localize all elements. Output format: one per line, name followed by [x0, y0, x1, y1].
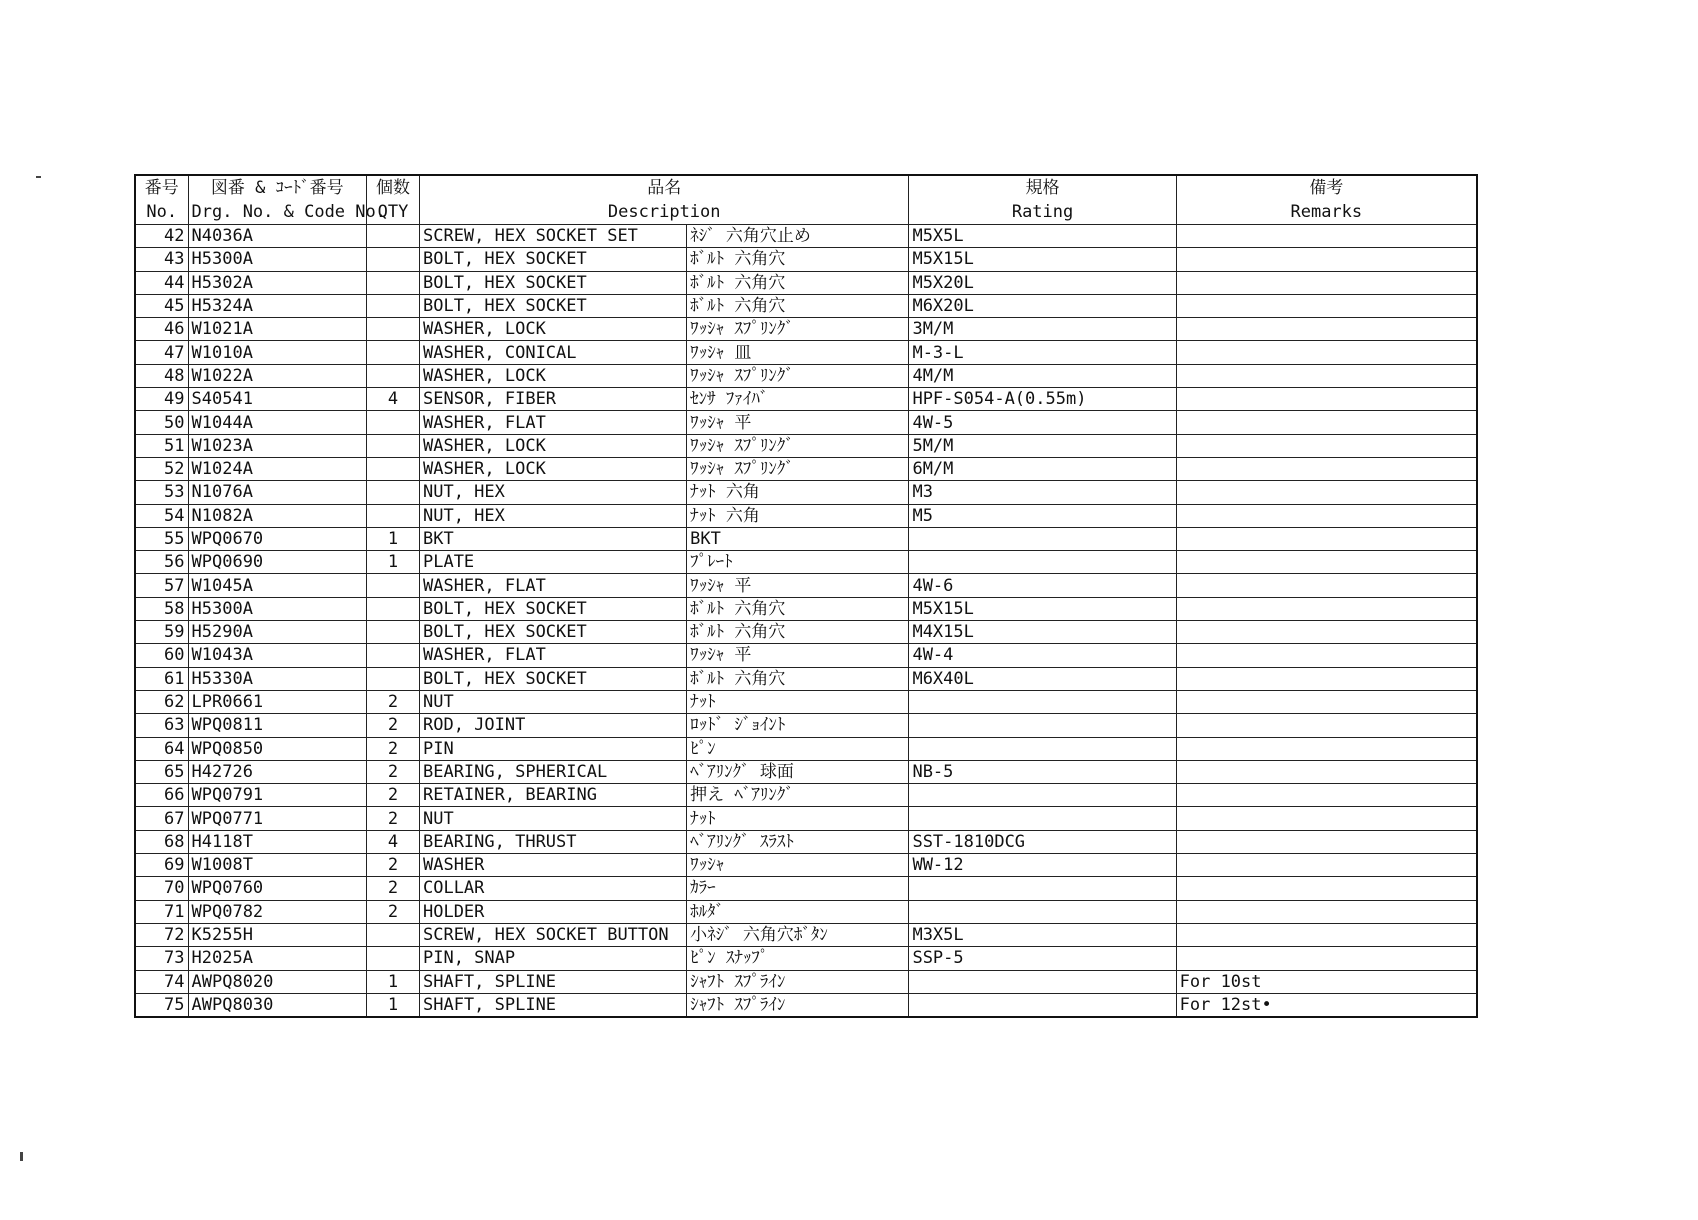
cell-qty: 1	[366, 551, 419, 574]
cell-qty: 2	[366, 690, 419, 713]
header-drg-jp: 図番 & ｺｰﾄﾞ番号	[188, 175, 366, 200]
cell-rating: 4W-4	[909, 644, 1176, 667]
table-row	[135, 294, 1477, 317]
cell-description-jp: ﾍﾞｱﾘﾝｸﾞ ｽﾗｽﾄ	[687, 830, 909, 853]
cell-drg-code: N1076A	[188, 481, 366, 504]
cell-no: 68	[135, 830, 188, 853]
cell-no: 75	[135, 993, 188, 1017]
table-row	[135, 947, 1477, 970]
cell-rating: M-3-L	[909, 341, 1176, 364]
cell-no: 59	[135, 621, 188, 644]
cell-description-jp: ｼｬﾌﾄ ｽﾌﾟﾗｲﾝ	[687, 970, 909, 993]
cell-description-jp: ﾎﾞﾙﾄ 六角穴	[687, 248, 909, 271]
header-rating-en: Rating	[909, 200, 1176, 225]
cell-remarks	[1176, 271, 1477, 294]
table-row	[135, 784, 1477, 807]
cell-no: 64	[135, 737, 188, 760]
cell-qty: 1	[366, 970, 419, 993]
cell-qty	[366, 947, 419, 970]
cell-rating: M5X15L	[909, 248, 1176, 271]
cell-description-en: WASHER, FLAT	[419, 644, 686, 667]
cell-description-jp: ﾜｯｼｬ 平	[687, 644, 909, 667]
cell-no: 47	[135, 341, 188, 364]
cell-no: 45	[135, 294, 188, 317]
table-row	[135, 341, 1477, 364]
cell-drg-code: S40541	[188, 388, 366, 411]
cell-no: 43	[135, 248, 188, 271]
cell-description-jp: ｾﾝｻ ﾌｧｲﾊﾞ	[687, 388, 909, 411]
cell-remarks	[1176, 923, 1477, 946]
cell-rating: M5X5L	[909, 225, 1176, 248]
table-row	[135, 621, 1477, 644]
scan-mark-left	[36, 176, 41, 178]
cell-drg-code: H5300A	[188, 248, 366, 271]
cell-drg-code: H5302A	[188, 271, 366, 294]
cell-no: 49	[135, 388, 188, 411]
header-drg-en: Drg. No. & Code No.	[188, 200, 366, 225]
cell-no: 42	[135, 225, 188, 248]
table-row	[135, 271, 1477, 294]
cell-qty: 4	[366, 830, 419, 853]
cell-description-jp: 小ﾈｼﾞ 六角穴ﾎﾞﾀﾝ	[687, 923, 909, 946]
cell-drg-code: W1045A	[188, 574, 366, 597]
cell-qty	[366, 434, 419, 457]
table-row	[135, 551, 1477, 574]
cell-qty	[366, 318, 419, 341]
cell-qty	[366, 923, 419, 946]
header-remarks-en: Remarks	[1176, 200, 1477, 225]
cell-rating: 6M/M	[909, 457, 1176, 480]
table-row	[135, 877, 1477, 900]
header-qty-jp: 個数	[366, 175, 419, 200]
cell-remarks	[1176, 947, 1477, 970]
cell-no: 73	[135, 947, 188, 970]
cell-description-en: NUT, HEX	[419, 504, 686, 527]
cell-description-jp: ﾅｯﾄ	[687, 807, 909, 830]
cell-description-en: WASHER, CONICAL	[419, 341, 686, 364]
cell-rating: 5M/M	[909, 434, 1176, 457]
table-row	[135, 923, 1477, 946]
table-body	[135, 225, 1477, 1018]
cell-qty	[366, 597, 419, 620]
header-remarks-jp: 備考	[1176, 175, 1477, 200]
cell-description-en: WASHER, LOCK	[419, 434, 686, 457]
header-row-japanese	[135, 175, 1477, 200]
cell-description-jp: ﾍﾞｱﾘﾝｸﾞ 球面	[687, 760, 909, 783]
table-row	[135, 970, 1477, 993]
cell-description-jp: ﾜｯｼｬ	[687, 854, 909, 877]
table-row	[135, 667, 1477, 690]
cell-qty: 4	[366, 388, 419, 411]
cell-qty: 2	[366, 760, 419, 783]
cell-no: 70	[135, 877, 188, 900]
cell-drg-code: W1010A	[188, 341, 366, 364]
cell-no: 62	[135, 690, 188, 713]
cell-no: 72	[135, 923, 188, 946]
cell-qty: 2	[366, 877, 419, 900]
cell-description-en: BOLT, HEX SOCKET	[419, 248, 686, 271]
cell-rating	[909, 527, 1176, 550]
cell-description-en: SHAFT, SPLINE	[419, 970, 686, 993]
table-row	[135, 690, 1477, 713]
header-desc-en: Description	[419, 200, 908, 225]
cell-rating: SST-1810DCG	[909, 830, 1176, 853]
cell-description-en: HOLDER	[419, 900, 686, 923]
cell-description-en: BEARING, SPHERICAL	[419, 760, 686, 783]
header-desc-jp: 品名	[419, 175, 908, 200]
cell-description-en: BKT	[419, 527, 686, 550]
cell-qty: 2	[366, 737, 419, 760]
cell-rating	[909, 993, 1176, 1017]
cell-rating	[909, 807, 1176, 830]
cell-drg-code: H4118T	[188, 830, 366, 853]
cell-description-en: BOLT, HEX SOCKET	[419, 294, 686, 317]
table-row	[135, 457, 1477, 480]
cell-description-en: ROD, JOINT	[419, 714, 686, 737]
cell-remarks	[1176, 784, 1477, 807]
cell-drg-code: WPQ0791	[188, 784, 366, 807]
cell-remarks	[1176, 457, 1477, 480]
cell-drg-code: WPQ0690	[188, 551, 366, 574]
cell-no: 55	[135, 527, 188, 550]
cell-description-jp: ﾜｯｼｬ 平	[687, 411, 909, 434]
cell-no: 56	[135, 551, 188, 574]
table-header	[135, 175, 1477, 225]
cell-rating: SSP-5	[909, 947, 1176, 970]
cell-description-jp: ﾅｯﾄ 六角	[687, 481, 909, 504]
cell-drg-code: WPQ0670	[188, 527, 366, 550]
cell-description-en: SHAFT, SPLINE	[419, 993, 686, 1017]
cell-description-jp: ﾈｼﾞ 六角穴止め	[687, 225, 909, 248]
cell-description-en: SCREW, HEX SOCKET SET	[419, 225, 686, 248]
header-no-jp: 番号	[135, 175, 188, 200]
cell-description-jp: ﾎﾞﾙﾄ 六角穴	[687, 621, 909, 644]
cell-description-jp: 押え ﾍﾞｱﾘﾝｸﾞ	[687, 784, 909, 807]
cell-no: 48	[135, 364, 188, 387]
cell-description-jp: BKT	[687, 527, 909, 550]
header-no-en: No.	[135, 200, 188, 225]
cell-qty	[366, 225, 419, 248]
cell-rating: M5X20L	[909, 271, 1176, 294]
table-row	[135, 737, 1477, 760]
cell-qty	[366, 248, 419, 271]
cell-rating: M3	[909, 481, 1176, 504]
cell-rating: M5X15L	[909, 597, 1176, 620]
cell-qty	[366, 457, 419, 480]
cell-drg-code: AWPQ8020	[188, 970, 366, 993]
cell-rating	[909, 877, 1176, 900]
cell-description-en: BOLT, HEX SOCKET	[419, 271, 686, 294]
cell-remarks	[1176, 364, 1477, 387]
cell-description-en: BOLT, HEX SOCKET	[419, 597, 686, 620]
cell-rating: WW-12	[909, 854, 1176, 877]
cell-no: 69	[135, 854, 188, 877]
cell-description-en: NUT	[419, 690, 686, 713]
cell-remarks	[1176, 877, 1477, 900]
cell-drg-code: W1023A	[188, 434, 366, 457]
cell-description-jp: ﾜｯｼｬ 皿	[687, 341, 909, 364]
cell-rating: 4W-5	[909, 411, 1176, 434]
cell-qty: 2	[366, 900, 419, 923]
cell-qty	[366, 574, 419, 597]
cell-description-en: WASHER, FLAT	[419, 411, 686, 434]
table-row	[135, 854, 1477, 877]
cell-qty	[366, 341, 419, 364]
cell-description-en: PIN, SNAP	[419, 947, 686, 970]
table-row	[135, 248, 1477, 271]
cell-drg-code: W1008T	[188, 854, 366, 877]
cell-description-jp: ﾛｯﾄﾞ ｼﾞｮｲﾝﾄ	[687, 714, 909, 737]
cell-description-en: PIN	[419, 737, 686, 760]
table-row	[135, 318, 1477, 341]
cell-remarks: For 10st	[1176, 970, 1477, 993]
cell-description-en: WASHER, FLAT	[419, 574, 686, 597]
cell-rating: M5	[909, 504, 1176, 527]
cell-remarks	[1176, 434, 1477, 457]
cell-description-jp: ﾅｯﾄ	[687, 690, 909, 713]
cell-drg-code: N1082A	[188, 504, 366, 527]
cell-remarks	[1176, 667, 1477, 690]
cell-description-jp: ﾋﾟﾝ ｽﾅｯﾌﾟ	[687, 947, 909, 970]
cell-remarks	[1176, 807, 1477, 830]
cell-description-jp: ﾋﾟﾝ	[687, 737, 909, 760]
cell-description-en: NUT, HEX	[419, 481, 686, 504]
cell-rating: M3X5L	[909, 923, 1176, 946]
cell-description-jp: ﾎﾞﾙﾄ 六角穴	[687, 667, 909, 690]
cell-rating: M4X15L	[909, 621, 1176, 644]
cell-drg-code: WPQ0811	[188, 714, 366, 737]
cell-qty	[366, 667, 419, 690]
cell-remarks	[1176, 900, 1477, 923]
cell-qty	[366, 481, 419, 504]
cell-no: 58	[135, 597, 188, 620]
cell-remarks	[1176, 644, 1477, 667]
cell-qty: 1	[366, 527, 419, 550]
cell-rating	[909, 900, 1176, 923]
cell-remarks	[1176, 621, 1477, 644]
cell-remarks	[1176, 830, 1477, 853]
cell-description-jp: ｶﾗｰ	[687, 877, 909, 900]
cell-remarks	[1176, 225, 1477, 248]
parts-list-sheet	[134, 174, 1478, 1018]
cell-description-en: WASHER, LOCK	[419, 318, 686, 341]
cell-drg-code: W1022A	[188, 364, 366, 387]
cell-qty: 2	[366, 784, 419, 807]
cell-no: 44	[135, 271, 188, 294]
cell-qty	[366, 504, 419, 527]
cell-remarks	[1176, 760, 1477, 783]
cell-description-jp: ﾜｯｼｬ ｽﾌﾟﾘﾝｸﾞ	[687, 364, 909, 387]
cell-drg-code: H42726	[188, 760, 366, 783]
cell-remarks	[1176, 527, 1477, 550]
cell-drg-code: H5290A	[188, 621, 366, 644]
cell-no: 51	[135, 434, 188, 457]
cell-rating	[909, 970, 1176, 993]
table-row	[135, 830, 1477, 853]
cell-rating: HPF-S054-A(0.55m)	[909, 388, 1176, 411]
cell-remarks	[1176, 388, 1477, 411]
cell-description-jp: ﾎﾞﾙﾄ 六角穴	[687, 294, 909, 317]
cell-qty: 2	[366, 714, 419, 737]
table-row	[135, 364, 1477, 387]
cell-no: 52	[135, 457, 188, 480]
cell-remarks	[1176, 690, 1477, 713]
cell-rating	[909, 784, 1176, 807]
cell-rating	[909, 551, 1176, 574]
cell-no: 46	[135, 318, 188, 341]
cell-description-jp: ﾎﾙﾀﾞ	[687, 900, 909, 923]
parts-table	[134, 174, 1478, 1018]
cell-description-jp: ﾜｯｼｬ 平	[687, 574, 909, 597]
table-row	[135, 527, 1477, 550]
cell-remarks	[1176, 481, 1477, 504]
cell-drg-code: K5255H	[188, 923, 366, 946]
cell-drg-code: H5330A	[188, 667, 366, 690]
cell-remarks	[1176, 341, 1477, 364]
cell-rating	[909, 714, 1176, 737]
cell-qty	[366, 644, 419, 667]
cell-rating: 4M/M	[909, 364, 1176, 387]
cell-drg-code: W1044A	[188, 411, 366, 434]
header-rating-jp: 規格	[909, 175, 1176, 200]
cell-no: 60	[135, 644, 188, 667]
cell-description-en: BOLT, HEX SOCKET	[419, 667, 686, 690]
cell-no: 66	[135, 784, 188, 807]
cell-drg-code: AWPQ8030	[188, 993, 366, 1017]
cell-qty	[366, 621, 419, 644]
cell-description-en: RETAINER, BEARING	[419, 784, 686, 807]
cell-description-en: WASHER	[419, 854, 686, 877]
cell-description-en: BEARING, THRUST	[419, 830, 686, 853]
cell-description-en: PLATE	[419, 551, 686, 574]
cell-description-en: NUT	[419, 807, 686, 830]
cell-qty	[366, 271, 419, 294]
cell-no: 61	[135, 667, 188, 690]
cell-drg-code: WPQ0850	[188, 737, 366, 760]
cell-drg-code: WPQ0771	[188, 807, 366, 830]
table-row	[135, 807, 1477, 830]
cell-qty	[366, 411, 419, 434]
cell-description-en: SENSOR, FIBER	[419, 388, 686, 411]
table-row	[135, 225, 1477, 248]
cell-no: 63	[135, 714, 188, 737]
scan-mark-bottom-left	[20, 1152, 23, 1161]
cell-remarks	[1176, 854, 1477, 877]
cell-description-jp: ﾜｯｼｬ ｽﾌﾟﾘﾝｸﾞ	[687, 318, 909, 341]
cell-description-jp: ﾎﾞﾙﾄ 六角穴	[687, 597, 909, 620]
cell-drg-code: H5300A	[188, 597, 366, 620]
table-row	[135, 434, 1477, 457]
cell-qty: 1	[366, 993, 419, 1017]
cell-qty	[366, 364, 419, 387]
table-row	[135, 504, 1477, 527]
cell-no: 53	[135, 481, 188, 504]
cell-remarks: For 12st•	[1176, 993, 1477, 1017]
cell-no: 54	[135, 504, 188, 527]
cell-drg-code: LPR0661	[188, 690, 366, 713]
cell-drg-code: W1024A	[188, 457, 366, 480]
table-row	[135, 388, 1477, 411]
cell-no: 71	[135, 900, 188, 923]
table-row	[135, 411, 1477, 434]
cell-no: 65	[135, 760, 188, 783]
cell-rating: M6X40L	[909, 667, 1176, 690]
cell-no: 50	[135, 411, 188, 434]
cell-description-en: COLLAR	[419, 877, 686, 900]
cell-qty: 2	[366, 807, 419, 830]
cell-no: 57	[135, 574, 188, 597]
cell-drg-code: W1043A	[188, 644, 366, 667]
cell-remarks	[1176, 294, 1477, 317]
header-row-english	[135, 200, 1477, 225]
cell-description-jp: ｼｬﾌﾄ ｽﾌﾟﾗｲﾝ	[687, 993, 909, 1017]
table-row	[135, 481, 1477, 504]
cell-description-en: SCREW, HEX SOCKET BUTTON	[419, 923, 686, 946]
table-row	[135, 760, 1477, 783]
cell-qty	[366, 294, 419, 317]
cell-remarks	[1176, 597, 1477, 620]
cell-qty: 2	[366, 854, 419, 877]
cell-remarks	[1176, 574, 1477, 597]
cell-rating: 4W-6	[909, 574, 1176, 597]
cell-description-en: WASHER, LOCK	[419, 457, 686, 480]
cell-drg-code: W1021A	[188, 318, 366, 341]
cell-drg-code: H2025A	[188, 947, 366, 970]
cell-description-jp: ﾜｯｼｬ ｽﾌﾟﾘﾝｸﾞ	[687, 434, 909, 457]
cell-remarks	[1176, 411, 1477, 434]
table-row	[135, 597, 1477, 620]
cell-rating	[909, 737, 1176, 760]
cell-remarks	[1176, 318, 1477, 341]
cell-remarks	[1176, 248, 1477, 271]
cell-rating: M6X20L	[909, 294, 1176, 317]
cell-rating	[909, 690, 1176, 713]
cell-description-en: WASHER, LOCK	[419, 364, 686, 387]
cell-description-jp: ﾜｯｼｬ ｽﾌﾟﾘﾝｸﾞ	[687, 457, 909, 480]
cell-drg-code: N4036A	[188, 225, 366, 248]
header-qty-en: QTY	[366, 200, 419, 225]
table-row	[135, 900, 1477, 923]
cell-remarks	[1176, 737, 1477, 760]
cell-remarks	[1176, 504, 1477, 527]
cell-description-en: BOLT, HEX SOCKET	[419, 621, 686, 644]
cell-description-jp: ﾅｯﾄ 六角	[687, 504, 909, 527]
cell-drg-code: WPQ0760	[188, 877, 366, 900]
cell-description-jp: ﾌﾟﾚｰﾄ	[687, 551, 909, 574]
cell-drg-code: H5324A	[188, 294, 366, 317]
table-row	[135, 714, 1477, 737]
cell-remarks	[1176, 714, 1477, 737]
table-row	[135, 993, 1477, 1017]
table-row	[135, 574, 1477, 597]
table-row	[135, 644, 1477, 667]
cell-description-jp: ﾎﾞﾙﾄ 六角穴	[687, 271, 909, 294]
cell-remarks	[1176, 551, 1477, 574]
cell-rating: NB-5	[909, 760, 1176, 783]
cell-rating: 3M/M	[909, 318, 1176, 341]
cell-no: 67	[135, 807, 188, 830]
cell-drg-code: WPQ0782	[188, 900, 366, 923]
cell-no: 74	[135, 970, 188, 993]
